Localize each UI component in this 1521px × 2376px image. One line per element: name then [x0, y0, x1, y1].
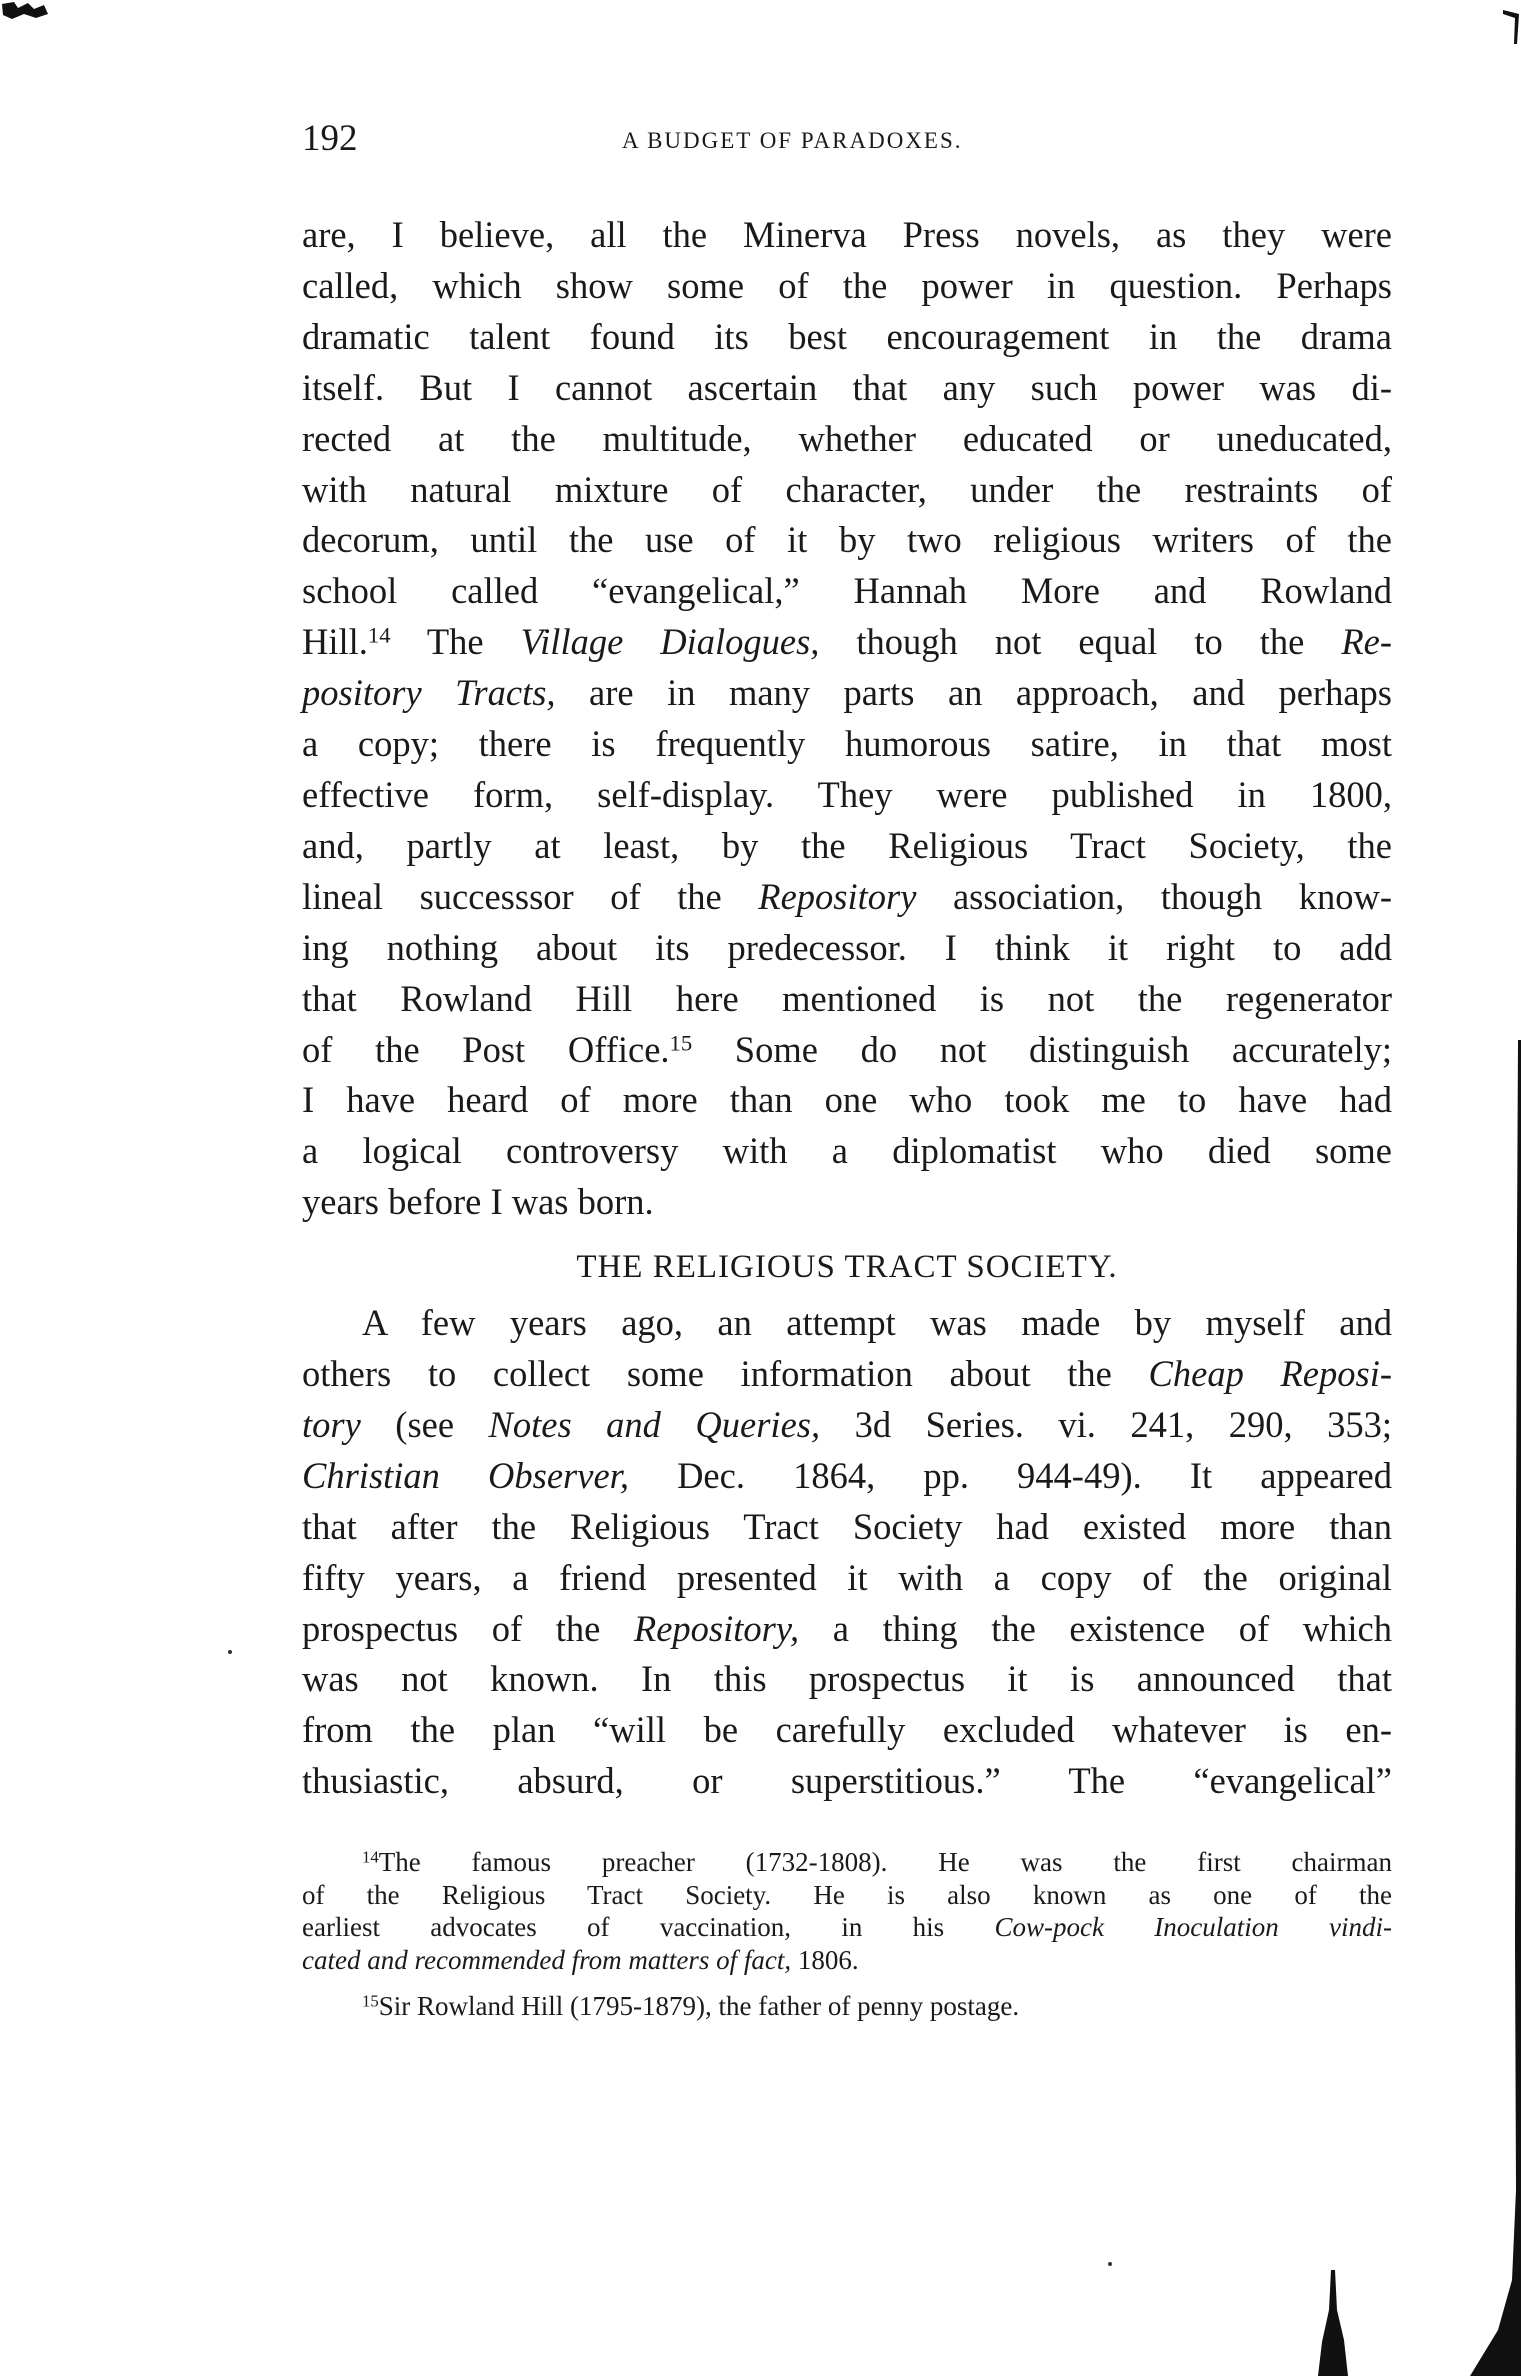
footnote-14-line	[302, 1944, 1392, 1977]
text-fragment: (see	[360, 1403, 489, 1445]
text-line: thusiastic, absurd, or superstitious.” The “evangelical”	[302, 1760, 1392, 1802]
footnote-marker: 14	[362, 1847, 379, 1867]
italic-title: Repository,	[633, 1607, 800, 1649]
stray-dot	[1108, 2262, 1112, 2266]
text-line	[302, 1400, 1392, 1451]
footnote-14-line	[302, 1911, 1392, 1944]
text-fragment: of the Post Office.	[302, 1028, 670, 1070]
italic-title: Christian Observer,	[302, 1454, 629, 1496]
stray-dot	[228, 1650, 232, 1654]
text-fragment: 1806.	[791, 1944, 859, 1975]
italic-title: Notes and Queries,	[488, 1403, 821, 1445]
text-fragment: association, though know-	[916, 875, 1392, 917]
text-line: A few years ago, an attempt was made by myself and	[362, 1302, 1392, 1344]
text-line: from the plan “will be carefully excluded whatever is en-	[302, 1709, 1392, 1751]
text-line	[302, 668, 1392, 719]
text-fragment: 3d Series. vi. 241, 290, 353;	[820, 1403, 1393, 1445]
text-line	[302, 1604, 1392, 1655]
text-line	[302, 1349, 1392, 1400]
footnote-marker: 15	[362, 1991, 379, 2011]
text-line: was not known. In this prospectus it is announced that	[302, 1658, 1392, 1700]
text-line	[302, 872, 1392, 923]
text-fragment: Dec. 1864, pp. 944-49). It appeared	[628, 1454, 1392, 1496]
scan-edge-mark-icon	[1501, 0, 1521, 44]
text-fragment: others to collect some information about the	[302, 1353, 1149, 1395]
text-line: school called “evangelical,” Hannah More and Rowland	[302, 570, 1392, 612]
footnote-14-line	[302, 1846, 1392, 1879]
footnote-ref-15: 15	[669, 1030, 693, 1056]
text-line: a logical controversy with a diplomatist who died some	[302, 1130, 1392, 1172]
footnote-14-line: of the Religious Tract Society. He is also known as one of the	[302, 1879, 1392, 1910]
text-line: I have heard of more than one who took me to have had	[302, 1079, 1392, 1121]
text-line: rected at the multitude, whether educated or uneducated,	[302, 417, 1392, 459]
text-line: effective form, self-display. They were published in 1800,	[302, 773, 1392, 815]
page-edge-shadow	[1468, 1040, 1521, 2376]
text-fragment: a thing the existence of which	[799, 1607, 1393, 1649]
text-line: decorum, until the use of it by two religious writers of the	[302, 519, 1392, 561]
text-fragment: are in many parts an approach, and perhaps	[555, 672, 1392, 714]
text-fragment: prospectus of the	[302, 1607, 634, 1649]
italic-title: Cow-pock Inoculation vindi-	[994, 1912, 1393, 1942]
main-text	[302, 210, 1392, 1807]
section-heading: THE RELIGIOUS TRACT SOCIETY.	[576, 1249, 1118, 1286]
page-header	[302, 114, 1392, 164]
text-line: with natural mixture of character, under the restraints of	[302, 468, 1392, 510]
ink-blot-icon	[1318, 2270, 1348, 2376]
running-title: A BUDGET OF PARADOXES.	[622, 128, 963, 153]
text-fragment: The famous preacher (1732-1808). He was the first chairman	[378, 1847, 1392, 1877]
text-fragment: The	[390, 621, 521, 663]
footnote-ref-14: 14	[367, 622, 391, 648]
text-line	[302, 1025, 1392, 1076]
text-fragment: Hill.	[302, 621, 368, 663]
text-line	[302, 617, 1392, 668]
text-line: fifty years, a friend presented it with a copy of the original	[302, 1556, 1392, 1598]
text-fragment: lineal successsor of the	[302, 875, 759, 917]
text-line: called, which show some of the power in question. Perhaps	[302, 264, 1392, 306]
scan-mark-icon	[0, 0, 50, 22]
text-fragment: though not equal to the	[819, 621, 1342, 663]
italic-title: Village Dialogues,	[520, 621, 820, 663]
text-line: itself. But I cannot ascertain that any such power was di-	[302, 366, 1392, 408]
text-line: and, partly at least, by the Religious Tract Society, the	[302, 824, 1392, 866]
text-line: dramatic talent found its best encouragement in the drama	[302, 315, 1392, 357]
text-line	[302, 1451, 1392, 1502]
italic-title: cated and recommended from matters of fact,	[302, 1944, 792, 1975]
italic-title: Re-	[1341, 621, 1392, 663]
text-line: that Rowland Hill here mentioned is not the regenerator	[302, 977, 1392, 1019]
text-line: that after the Religious Tract Society had existed more than	[302, 1505, 1392, 1547]
text-fragment: Some do not distinguish accurately;	[692, 1028, 1392, 1070]
text-line: ing nothing about its predecessor. I think it right to add	[302, 926, 1392, 968]
page-number: 192	[302, 118, 358, 159]
text-line: a copy; there is frequently humorous satire, in that most	[302, 723, 1392, 765]
italic-title: Cheap Reposi-	[1148, 1353, 1392, 1395]
text-fragment: Sir Rowland Hill (1795-1879), the father of penny postage.	[378, 1991, 1020, 2021]
footnotes	[302, 1846, 1392, 2023]
italic-title: Repository	[758, 875, 917, 917]
italic-title: tory	[302, 1403, 361, 1445]
footnote-15-line	[302, 1990, 1392, 2023]
italic-title: pository Tracts,	[302, 672, 556, 714]
text-line: are, I believe, all the Minerva Press novels, as they were	[302, 214, 1392, 255]
text-fragment: earliest advocates of vaccination, in his	[302, 1912, 995, 1942]
text-line: years before I was born.	[302, 1181, 654, 1223]
